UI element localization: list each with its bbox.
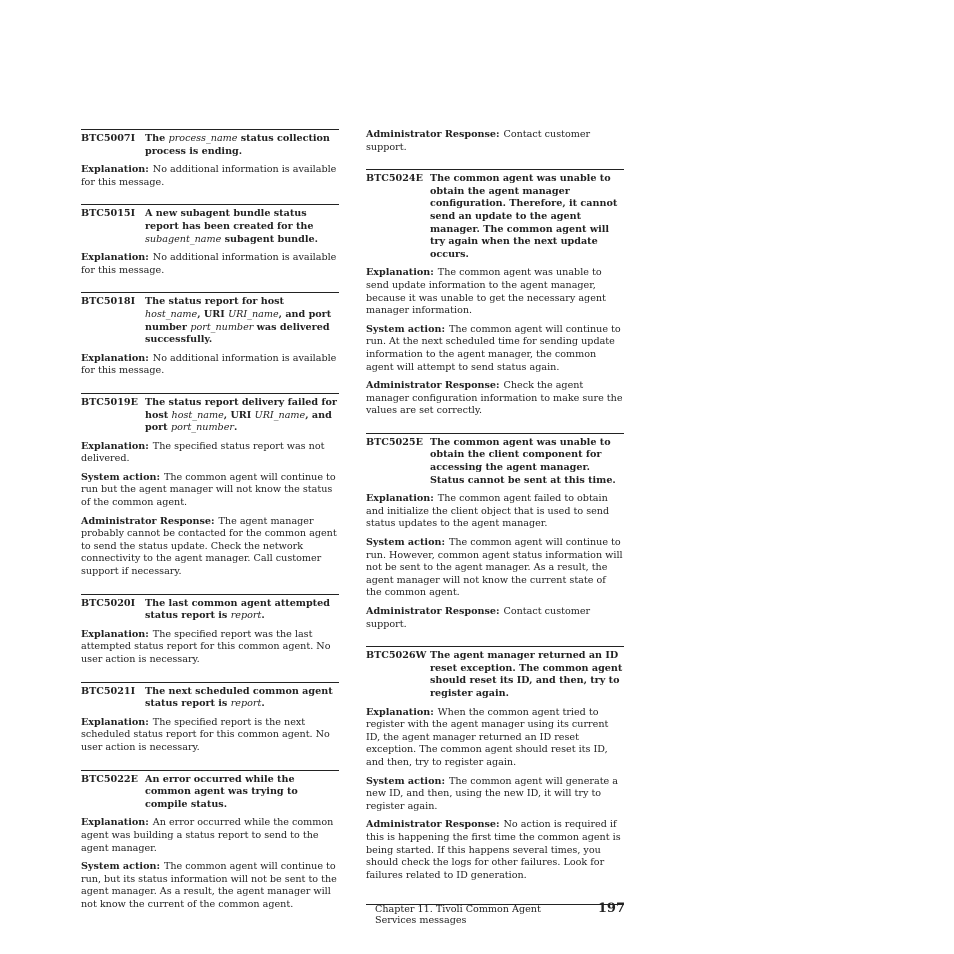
message-entry [81,393,339,579]
message-entry [81,204,339,277]
message-entry [81,292,339,378]
system-action-text: The common agent will generate a new ID, and then, using the new ID, it will try to register again. [366,775,619,812]
page-footer [375,901,625,926]
system-action-text: The common agent will continue to run, but its status information will not be sent to the agent manager. As a result, the agent manager will not know the current of the common agent. [81,861,337,910]
explanation-text: No additional information is available for this message. [81,352,337,377]
explanation-text: An error occurred while the common agent was building a status report to send to the agent manager. [81,817,334,854]
explanation-paragraph [81,817,339,855]
explanation-label: Explanation: [81,252,149,264]
system-action-text: The common agent will continue to run but the agent manager will not know the status of the common agent. [81,471,336,509]
left-column [81,129,339,927]
title-text: status collection process is ending. [145,133,330,157]
system-action-label: System action: [81,861,160,873]
title-text: , URI [223,409,255,421]
explanation-text: The specified report is the next scheduled status report for this common agent. No user action is necessary. [81,716,330,753]
title-text: An error occurred while the common agent was trying to compile status. [145,773,298,810]
message-entry [366,646,624,882]
explanation-paragraph [81,353,339,378]
message-title [145,208,339,246]
explanation-paragraph [81,629,339,667]
variable-name: port_number [170,422,234,434]
message-code: BTC5007I [81,133,136,144]
message-code: BTC5026W [366,650,427,662]
title-text: The next scheduled common agent status report is [145,685,333,710]
message-code: BTC5020I [81,597,136,609]
explanation-paragraph [366,493,624,531]
title-text: A new subagent bundle status report has been created for the [145,208,314,232]
variable-name: process_name [168,133,238,144]
message-code: BTC5024E [366,173,423,185]
message-entry [81,129,339,189]
system-action-label: System action: [81,471,160,483]
variable-name: URI_name [254,409,306,421]
explanation-label: Explanation: [366,267,434,279]
message-entry [366,169,624,418]
explanation-label: Explanation: [81,628,149,640]
message-title [430,650,624,700]
title-text: The agent manager returned an ID reset exception. The common agent should reset its ID, and then, try to register again. [430,650,623,699]
message-title [145,296,339,346]
message-code: BTC5022E [81,773,138,785]
explanation-label: Explanation: [366,706,434,718]
page-number: 197 [597,901,625,916]
message-title [145,598,339,623]
title-text: The [145,133,169,144]
variable-name: host_name [145,308,198,320]
system-action-label: System action: [366,775,445,787]
continued-admin-response [366,129,624,154]
title-text: The common agent was unable to obtain the client component for accessing the agent manager. Status cannot be sent at this time. [430,436,616,486]
message-entry [81,594,339,667]
message-code: BTC5018I [81,296,136,308]
explanation-paragraph [366,267,624,317]
admin-response-label: Administrator Response: [366,380,500,392]
message-header [366,650,624,700]
explanation-paragraph [81,441,339,466]
right-column [366,129,624,905]
right-messages [366,169,624,882]
title-text: . [261,698,265,710]
message-title [145,133,339,158]
title-text: . [261,610,265,622]
title-text: subagent bundle. [221,233,318,245]
message-code: BTC5019E [81,396,138,408]
system-action-paragraph [81,472,339,510]
system-action-paragraph [81,861,339,911]
title-text: , URI [197,308,229,320]
variable-name: subagent_name [145,233,222,245]
explanation-text: The common agent was unable to send update information to the agent manager, because it was unable to get the necessary agent manager information. [366,267,606,317]
title-text: , and port [145,409,332,434]
variable-name: report [230,610,262,622]
message-entry [366,433,624,631]
admin-response-text: Check the agent manager configuration information to make sure the values are set correctly. [366,380,623,417]
system-action-paragraph [366,776,624,814]
explanation-text: No additional information is available for this message. [81,164,337,188]
explanation-paragraph [81,717,339,755]
system-action-paragraph [366,324,624,374]
explanation-label: Explanation: [81,817,149,829]
message-code: BTC5021I [81,685,136,697]
message-header [81,774,339,812]
explanation-paragraph [81,164,339,189]
variable-name: host_name [171,409,224,421]
message-header [81,598,339,623]
message-header [81,686,339,711]
title-text: The status report for host [145,296,284,308]
admin-response-label: Administrator Response: [366,129,500,140]
explanation-text: When the common agent tried to register with the agent manager using its current ID, the agent manager returned an ID reset exception. The common agent should reset its ID, and then, try to register again. [366,706,609,768]
title-text: was delivered successfully. [145,321,330,346]
title-text: The last common agent attempted status report is [145,597,330,622]
admin-response-text: The agent manager probably cannot be contacted for the common agent to send the status update. Check the network connectivity to the agent manager. Call customer support if necessary. [81,515,337,578]
message-title [430,437,624,487]
system-action-label: System action: [366,537,445,549]
admin-response-label: Administrator Response: [81,515,215,527]
admin-response-label: Administrator Response: [366,819,500,831]
variable-name: URI_name [228,308,279,320]
explanation-paragraph [366,707,624,770]
admin-response-text: No action is required if this is happening the first time the common agent is being started. If this happens several times, you should check the logs for other failures. Look for failures related to ID generation. [366,819,621,881]
explanation-text: The common agent failed to obtain and initialize the client object that is used to send status updates to the agent manager. [366,493,610,530]
variable-name: report [230,698,262,710]
message-entry [81,770,339,912]
system-action-text: The common agent will continue to run. However, common agent status information will not be sent to the agent manager. As a result, the agent manager will not know the current state of the common agent. [366,537,623,599]
explanation-text: No additional information is available for this message. [81,252,337,276]
message-header [81,133,339,158]
title-text: . [233,422,238,434]
admin-response-paragraph [81,516,339,579]
message-title [145,397,339,435]
admin-response-text: Contact customer support. [366,606,591,630]
explanation-label: Explanation: [81,716,149,728]
explanation-label: Explanation: [81,164,149,176]
admin-response-paragraph [366,606,624,631]
title-text: The status report delivery failed for host [145,396,337,421]
admin-response-paragraph [366,819,624,882]
message-header [81,208,339,246]
admin-response-paragraph [366,380,624,418]
message-title [145,774,339,812]
explanation-label: Explanation: [81,352,149,364]
admin-response-text: Contact customer support. [366,129,591,153]
message-header [81,296,339,346]
explanation-label: Explanation: [81,440,149,452]
message-header [81,397,339,435]
message-header [366,173,624,261]
message-entry [81,682,339,755]
explanation-paragraph [81,252,339,277]
explanation-label: Explanation: [366,493,434,505]
message-title [145,686,339,711]
chapter-title: Chapter 11. Tivoli Common Agent Services messages [375,904,541,926]
explanation-text: The specified status report was not delivered. [81,440,325,465]
message-header [366,437,624,487]
system-action-label: System action: [366,323,445,335]
explanation-text: The specified report was the last attempted status report for this common agent. No user action is necessary. [81,628,331,665]
message-title [430,173,624,261]
title-text: , and port number [145,308,332,333]
message-code: BTC5015I [81,208,136,220]
system-action-paragraph [366,537,624,600]
admin-response-label: Administrator Response: [366,606,500,617]
message-code: BTC5025E [366,436,423,448]
variable-name: port_number [190,321,254,333]
system-action-text: The common agent will continue to run. At the next scheduled time for sending update information to the agent manager, the common agent will attempt to send status again. [366,323,621,373]
title-text: The common agent was unable to obtain the agent manager configuration. Therefore, it cannot send an update to the agent manager. The common agent will try again when the next update occurs. [430,173,618,260]
